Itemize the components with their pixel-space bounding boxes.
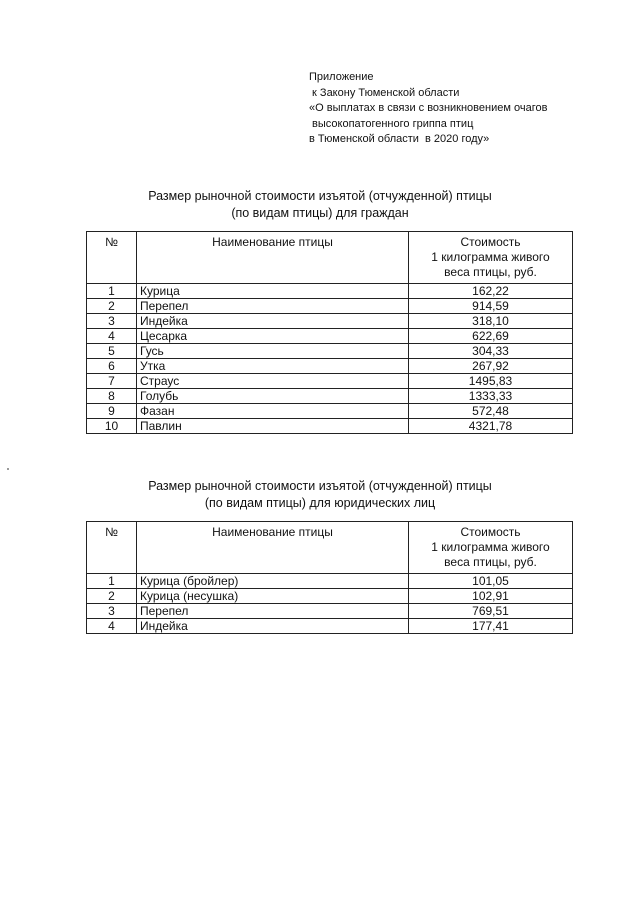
table-row — [87, 574, 573, 589]
row-cost: 177,41 — [409, 619, 573, 634]
row-number: 1 — [87, 284, 137, 299]
row-cost: 914,59 — [409, 299, 573, 314]
table-row — [87, 284, 573, 299]
row-bird-name: Утка — [137, 359, 409, 374]
table-row — [87, 604, 573, 619]
annex-line: в Тюменской области в 2020 году» — [309, 133, 490, 146]
row-cost: 622,69 — [409, 329, 573, 344]
annex-header — [309, 70, 547, 148]
row-cost: 162,22 — [409, 284, 573, 299]
header-number: № — [87, 522, 137, 574]
row-bird-name: Фазан — [137, 404, 409, 419]
table-row — [87, 374, 573, 389]
row-cost: 572,48 — [409, 404, 573, 419]
scan-speck — [7, 468, 9, 470]
row-number: 1 — [87, 574, 137, 589]
header-number: № — [87, 232, 137, 284]
header-cost-line: Стоимость — [460, 235, 521, 249]
row-bird-name: Павлин — [137, 419, 409, 434]
row-bird-name: Индейка — [137, 619, 409, 634]
row-bird-name: Гусь — [137, 344, 409, 359]
row-cost: 101,05 — [409, 574, 573, 589]
caption-line: Размер рыночной стоимости изъятой (отчужденной) птицы — [148, 479, 492, 493]
row-number: 7 — [87, 374, 137, 389]
legal-entities-price-table — [86, 521, 573, 634]
table-row — [87, 404, 573, 419]
row-bird-name: Страус — [137, 374, 409, 389]
row-number: 6 — [87, 359, 137, 374]
legal-entities-table-caption — [0, 478, 640, 512]
row-cost: 267,92 — [409, 359, 573, 374]
header-bird-name: Наименование птицы — [137, 522, 409, 574]
annex-line: Приложение — [309, 71, 374, 83]
row-number: 4 — [87, 329, 137, 344]
row-bird-name: Перепел — [137, 604, 409, 619]
row-number: 9 — [87, 404, 137, 419]
table-row — [87, 589, 573, 604]
row-bird-name: Голубь — [137, 389, 409, 404]
row-bird-name: Перепел — [137, 299, 409, 314]
header-cost-line: веса птицы, руб. — [444, 265, 537, 279]
annex-line: к Закону Тюменской области — [309, 86, 460, 99]
row-number: 3 — [87, 314, 137, 329]
annex-line: «О выплатах в связи с возникновением очагов — [309, 102, 548, 115]
table-row — [87, 389, 573, 404]
row-cost: 102,91 — [409, 589, 573, 604]
caption-line: Размер рыночной стоимости изъятой (отчужденной) птицы — [148, 189, 492, 203]
header-cost — [409, 522, 573, 574]
row-number: 8 — [87, 389, 137, 404]
row-cost: 4321,78 — [409, 419, 573, 434]
table-row — [87, 329, 573, 344]
row-cost: 769,51 — [409, 604, 573, 619]
table-row — [87, 314, 573, 329]
table-row — [87, 619, 573, 634]
header-cost-line: веса птицы, руб. — [444, 555, 537, 569]
citizens-table-caption — [0, 188, 640, 222]
row-number: 2 — [87, 299, 137, 314]
row-number: 2 — [87, 589, 137, 604]
row-bird-name: Курица (несушка) — [137, 589, 409, 604]
row-bird-name: Цесарка — [137, 329, 409, 344]
annex-line: высокопатогенного гриппа птиц — [309, 117, 474, 130]
row-number: 3 — [87, 604, 137, 619]
header-cost-line: 1 килограмма живого — [431, 250, 550, 264]
header-cost-line: 1 килограмма живого — [431, 540, 550, 554]
header-cost-line: Стоимость — [460, 525, 521, 539]
row-cost: 1333,33 — [409, 389, 573, 404]
row-bird-name: Индейка — [137, 314, 409, 329]
row-cost: 318,10 — [409, 314, 573, 329]
table-row — [87, 299, 573, 314]
row-number: 5 — [87, 344, 137, 359]
row-bird-name: Курица — [137, 284, 409, 299]
citizens-price-table — [86, 231, 573, 434]
caption-line: (по видам птицы) для граждан — [231, 206, 409, 220]
table-header-row — [87, 522, 573, 574]
header-bird-name: Наименование птицы — [137, 232, 409, 284]
row-number: 10 — [87, 419, 137, 434]
caption-line: (по видам птицы) для юридических лиц — [204, 496, 436, 510]
table-row — [87, 359, 573, 374]
table-header-row — [87, 232, 573, 284]
table-row — [87, 344, 573, 359]
row-cost: 1495,83 — [409, 374, 573, 389]
row-number: 4 — [87, 619, 137, 634]
row-cost: 304,33 — [409, 344, 573, 359]
table-row — [87, 419, 573, 434]
header-cost — [409, 232, 573, 284]
row-bird-name: Курица (бройлер) — [137, 574, 409, 589]
